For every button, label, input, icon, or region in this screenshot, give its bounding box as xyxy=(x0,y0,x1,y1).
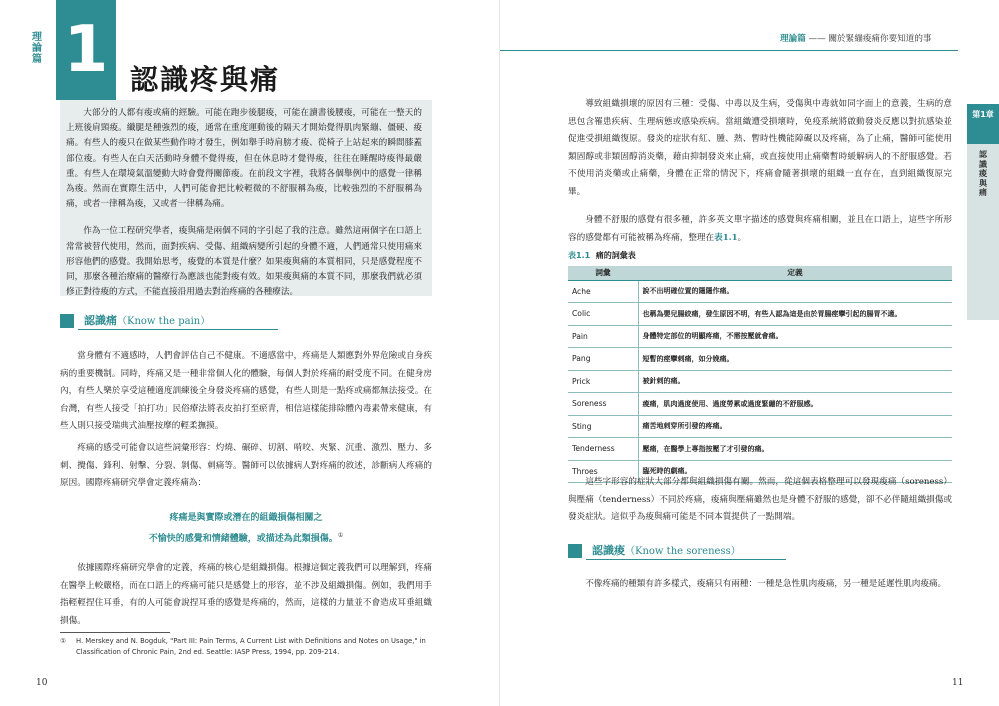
table-row xyxy=(568,348,952,371)
table-row xyxy=(568,393,952,416)
table-row xyxy=(568,280,952,303)
section-heading-pain xyxy=(60,312,440,330)
pain-terms-table xyxy=(568,266,952,483)
footnote-rule xyxy=(60,632,170,633)
intro-paragraph: 作為一位工程研究學者，痠與痛是兩個不同的字引起了我的注意。雖然這兩個字在口語上常常被替代使用，然而，面對疾病、受傷、組織病變所引起的身體不適，人們通常只使用痛來形容他們的感覺。我開始思考，痠覺的本質是什麼？如果痠與痛的本質相同，只是感覺程度不同，那麼各種治療痛的醫療行為應該也能對痠有效。如果痠與痛的本質不同，那麼我們就必須修正對待痠的方式，不能直接沿用過去對治疼痛的各種療法。 xyxy=(66,226,422,298)
definition-quote xyxy=(60,510,432,548)
body-paragraph: 依據國際疼痛研究學會的定義，疼痛的核心是組織損傷。根據這個定義我們可以理解到，疼痛在醫學上較嚴格，而在口語上的疼痛可能只是感覺上的形容，並不涉及組織損傷。例如，我們用手指輕輕捏住耳垂，有的人可能會說捏耳垂的感覺是疼痛的，然而，這樣的力量並不會造成耳垂組織損傷。 xyxy=(60,563,432,626)
chapter-thumb-tab[interactable] xyxy=(967,104,999,320)
section-title: 認識痠（Know the soreness） xyxy=(592,544,741,557)
footnote-text: H. Merskey and N. Bogduk, "Part III: Pain Terms, A Current List with Definitions and Notes on Usage," in Classification of Chronic Pain, 2nd ed. Seattle: IASP Press, 1994, pp. 209-214. xyxy=(76,637,426,656)
table-title: 痛的詞彙表 xyxy=(595,251,636,260)
quote-line: 不愉快的感覺和情緒體驗，或描述為此類損傷。① xyxy=(148,532,344,544)
definition-cell: 短暫的痙攣刺痛，如分娩痛。 xyxy=(638,348,952,371)
running-head-rule xyxy=(500,50,958,51)
table-row xyxy=(568,438,952,461)
thumb-chapter-title: 認識痠與痛 xyxy=(979,150,987,197)
section-marker xyxy=(60,314,74,328)
term-cell: Pain xyxy=(568,325,638,348)
footnote-number: ① xyxy=(60,637,67,645)
chapter-number-block: 1 xyxy=(56,0,116,100)
definition-cell: 壓痛，在醫學上專指按壓了才引發的痛。 xyxy=(638,438,952,461)
footnote xyxy=(60,636,432,657)
running-head-part: 理論篇 xyxy=(780,34,806,44)
quote-line: 疼痛是與實際或潛在的組織損傷相關之 xyxy=(169,513,323,523)
term-cell: Sting xyxy=(568,415,638,438)
table-label: 表1.1 xyxy=(568,251,591,260)
term-cell: Ache xyxy=(568,280,638,303)
body-paragraph: 身體不舒服的感覺有很多種，許多英文單字描述的感覺與疼痛相關，並且在口語上，這些字所形容的感覺都有可能被稱為疼痛，整理在表1.1。 xyxy=(568,215,952,243)
body-paragraph: 導致組織損壞的原因有三種：受傷、中毒以及生病，受傷與中毒就如同字面上的意義，生病的意思包含罹患疾病、生理病態或感染疾病。當組織遭受損壞時，免疫系統將啟動發炎反應以對抗感染並促進受損組織復原。發炎的症狀有紅、腫、熱、暫時性機能障礙以及疼痛，為了止痛，醫師可能使用類固醇或非類固醇消炎藥，藉由抑制發炎來止痛，或直接使用止痛藥暫時緩解病人的不舒服感覺。若不使用消炎藥或止痛藥，身體在正常的情況下，疼痛會隨著損壞的組織一直存在，直到組織復原完畢。 xyxy=(568,99,952,197)
intro-box xyxy=(60,100,432,296)
body-paragraph: 當身體有不適感時，人們會評估自己不健康。不適感當中，疼痛是人類應對外界危險或自身疾病的重要機制。同時，疼痛又是一種非常個人化的體驗，每個人對於疼痛的耐受度不同。在健身房內，有些人樂於享受這種適度訓練後全身發炎疼痛的感覺，有些人則是一點疼或痛都無法接受。在台灣，有些人接受「拍打功」民俗療法將表皮拍打至瘀青，相信這樣能排除體內毒素帶來健康，有些人則只接受瑞典式油壓按摩的輕柔撫摸。 xyxy=(60,351,432,432)
table-header-term: 詞彙 xyxy=(568,266,638,280)
definition-cell: 痛苦地刺穿所引發的疼痛。 xyxy=(638,415,952,438)
page-number: 11 xyxy=(952,678,964,688)
table-row xyxy=(568,415,952,438)
table-row xyxy=(568,370,952,393)
page-number: 10 xyxy=(36,678,48,688)
table-caption xyxy=(568,250,636,261)
term-cell: Prick xyxy=(568,370,638,393)
body-paragraph: 這些字形容的症狀大部分都與組織損傷有關。然而，從這個表格整理可以發現痠痛（soreness）與壓痛（tenderness）不同於疼痛，痠痛與壓痛雖然也是身體不舒服的感覺，卻不必伴隨組織損傷或發炎症狀。這似乎為痠與痛可能是不同本質提供了一點開端。 xyxy=(568,477,952,523)
definition-cell: 也稱為嬰兒腸絞痛，發生原因不明，有些人認為這是由於胃腸痙攣引起的腸胃不適。 xyxy=(638,303,952,326)
term-cell: Throes xyxy=(568,460,638,483)
side-part-tag: 理論篇 xyxy=(32,32,42,65)
right-page xyxy=(500,0,999,706)
section-underline xyxy=(586,559,786,560)
chapter-title: 認識疼與痛 xyxy=(130,63,281,96)
section-underline xyxy=(78,329,278,330)
running-head-title: 關於緊繃痠痛你要知道的事 xyxy=(828,34,932,44)
footnote-marker[interactable]: ① xyxy=(337,532,344,539)
term-cell: Pang xyxy=(568,348,638,371)
table-reference-link[interactable]: 表1.1 xyxy=(714,232,738,243)
body-paragraph: 不像疼痛的種類有許多樣式，痠痛只有兩種：一種是急性肌肉痠痛，另一種是延遲性肌肉痠痛。 xyxy=(585,579,947,589)
intro-paragraph: 大部分的人都有痠或痛的經驗。可能在跑步後腿痠，可能在讀書後腰痠，可能在一整天的上班後肩頸痠。纖腿是種強烈的痠，通常在重度運動後的隔天才開始覺得肌肉緊繃、僵硬、痠痛。有些人的痠只在做某些動作時才發生，例如舉手時肩膀才痠、從椅子上站起來的瞬間膝蓋部位痠。有些人在白天活動時身體不覺得痠，但在休息時才覺得痠，往往在睡醒時痠得最嚴重。有些人在環境氣溫變動大時會覺得關節痠。在前段文字裡，我將各個舉例中的感覺一律稱為痠。然而在實際生活中，人們可能會把比較輕微的不舒服稱為痠，比較強烈的不舒服稱為痛，或者一律稱為痠，又或者一律稱為痛。 xyxy=(66,108,422,210)
definition-cell: 說不出明確位置的隱隱作痛。 xyxy=(638,280,952,303)
definition-cell: 身體特定部位的明顯疼痛，不需按壓就會痛。 xyxy=(638,325,952,348)
term-cell: Colic xyxy=(568,303,638,326)
definition-cell: 被針刺的痛。 xyxy=(638,370,952,393)
term-cell: Soreness xyxy=(568,393,638,416)
table-header-row xyxy=(568,266,952,280)
table-row xyxy=(568,325,952,348)
section-title: 認識痛（Know the pain） xyxy=(84,314,211,327)
running-head xyxy=(780,32,932,44)
body-paragraph: 疼痛的感受可能會以這些詞彙形容：灼燒、碾碎、切割、啃咬、夾緊、沉重、激烈、壓力、多刺、攪傷、鋒利、射擊、分裂、剝傷、刺痛等。醫師可以依據病人對疼痛的敘述，診斷病人疼痛的原因。國際疼痛研究學會定義疼痛為： xyxy=(60,443,432,489)
table-header-definition: 定義 xyxy=(638,266,952,280)
term-cell: Tenderness xyxy=(568,438,638,461)
definition-cell: 臨死時的劇痛。 xyxy=(638,460,952,483)
thumb-chapter-label: 第1章 xyxy=(967,104,999,144)
definition-cell: 痠痛，肌肉過度使用、過度勞累或過度緊繃的不舒服感。 xyxy=(638,393,952,416)
table-row xyxy=(568,303,952,326)
section-marker xyxy=(568,544,582,558)
section-heading-soreness xyxy=(568,542,952,560)
running-head-dash: —— xyxy=(805,34,829,44)
